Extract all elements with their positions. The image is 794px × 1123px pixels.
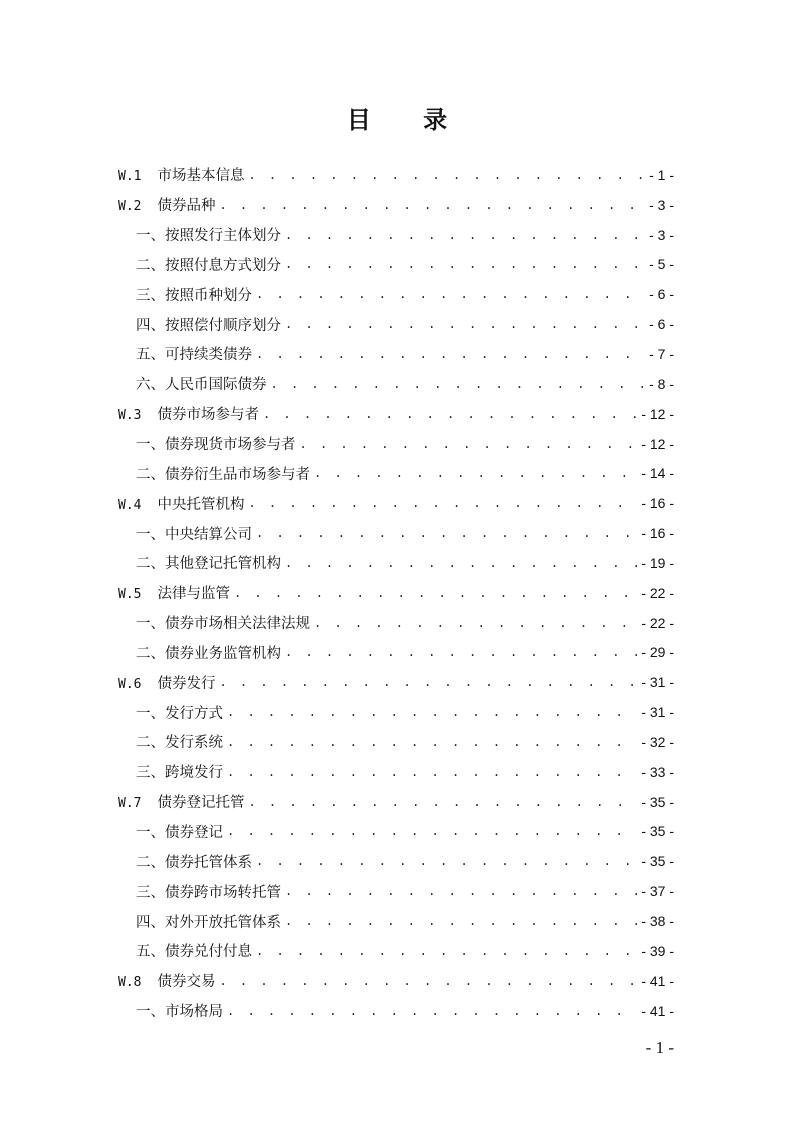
toc-entry-label (118, 672, 215, 693)
toc-entry-text: 四、对外开放托管体系 (136, 914, 281, 931)
toc-entry-label (118, 523, 252, 544)
toc-entry[interactable] (118, 667, 674, 697)
toc-entry[interactable] (118, 906, 674, 936)
toc-leader-dots (248, 795, 637, 809)
toc-leader-dots (234, 586, 637, 600)
toc-entry-label (118, 582, 230, 603)
toc-entry-label (118, 552, 281, 573)
toc-entry-label (118, 702, 223, 723)
toc-entry-text: 一、债券登记 (136, 824, 223, 841)
toc-entry-label (118, 821, 223, 842)
toc-leader-dots (227, 824, 637, 838)
toc-entry-label (118, 761, 223, 782)
toc-entry-label (118, 851, 252, 872)
toc-entry-page: - 35 - (641, 853, 674, 870)
toc-entry-text: 一、市场格局 (136, 1004, 223, 1021)
toc-entry-text: 市场基本信息 (157, 168, 245, 185)
toc-entry[interactable] (118, 458, 674, 488)
toc-leader-dots (300, 437, 638, 451)
toc-entry[interactable] (118, 846, 674, 876)
toc-entry-number: W.8 (118, 975, 142, 991)
toc-entry[interactable] (118, 727, 674, 757)
toc-entry-text: 债券品种 (157, 198, 216, 215)
page-title: 目 录 (346, 105, 470, 134)
toc-entry-page: - 19 - (641, 554, 674, 571)
toc-entry-page: - 41 - (641, 1002, 674, 1019)
toc-entry-label (118, 314, 281, 335)
toc-entry-label (118, 642, 281, 663)
toc-entry[interactable] (118, 160, 674, 190)
toc-entry-label (118, 463, 310, 484)
toc-entry-text: 二、发行系统 (136, 735, 223, 752)
toc-entry-text: 三、债券跨市场转托管 (136, 884, 281, 901)
toc-entry-text: 二、债券托管体系 (136, 854, 252, 871)
toc-entry-label (118, 403, 259, 424)
toc-entry-text: 一、债券现货市场参与者 (136, 437, 296, 454)
toc-entry-text: 五、可持续类债券 (136, 347, 252, 364)
toc-entry-page: - 1 - (649, 166, 674, 183)
toc-entry-text: 一、中央结算公司 (136, 526, 252, 543)
toc-entry-text: 二、债券业务监管机构 (136, 645, 281, 662)
toc-entry[interactable] (118, 309, 674, 339)
toc-entry-text: 三、按照币种划分 (136, 287, 252, 304)
toc-entry-page: - 6 - (649, 286, 674, 303)
toc-entry-label (118, 970, 215, 991)
toc-entry[interactable] (118, 966, 674, 996)
toc-entry[interactable] (118, 488, 674, 518)
toc-entry[interactable] (118, 339, 674, 369)
toc-leader-dots (219, 675, 637, 689)
toc-entry-page: - 35 - (641, 793, 674, 810)
toc-leader-dots (285, 884, 637, 898)
toc-entry[interactable] (118, 369, 674, 399)
toc-entry[interactable] (118, 399, 674, 429)
toc-entry-page: - 31 - (641, 674, 674, 691)
toc-entry-text: 债券市场参与者 (157, 407, 259, 424)
toc-leader-dots (271, 377, 646, 391)
toc-entry-text: 中央托管机构 (157, 496, 245, 513)
toc-entry-label (118, 194, 215, 215)
toc-entry[interactable] (118, 548, 674, 578)
toc-leader-dots (256, 854, 637, 868)
toc-entry-label (118, 731, 223, 752)
toc-leader-dots (285, 317, 645, 331)
toc-entry[interactable] (118, 757, 674, 787)
toc-leader-dots (256, 347, 645, 361)
toc-entry-text: 一、按照发行主体划分 (136, 228, 281, 245)
toc-entry-label (118, 791, 244, 812)
toc-leader-dots (285, 645, 637, 659)
toc-entry-text: 五、债券兑付付息 (136, 944, 252, 961)
toc-entry-page: - 5 - (649, 256, 674, 273)
toc-entry-label (118, 254, 281, 275)
toc-entry-label (118, 164, 244, 185)
toc-entry[interactable] (118, 638, 674, 668)
toc-entry[interactable] (118, 250, 674, 280)
toc-entry-number: W.5 (118, 587, 142, 603)
toc-entry[interactable] (118, 608, 674, 638)
toc-entry-text: 二、按照付息方式划分 (136, 257, 281, 274)
toc-entry-page: - 41 - (641, 972, 674, 989)
toc-entry-label (118, 881, 281, 902)
toc-entry-label (118, 224, 281, 245)
toc-entry-page: - 8 - (649, 375, 674, 392)
toc-entry-page: - 38 - (641, 913, 674, 930)
toc-entry-page: - 7 - (649, 345, 674, 362)
toc-entry-page: - 39 - (641, 942, 674, 959)
toc-leader-dots (285, 257, 645, 271)
toc-entry-page: - 12 - (641, 435, 674, 452)
toc-entry-page: - 31 - (641, 704, 674, 721)
toc-entry-page: - 37 - (641, 883, 674, 900)
toc-entry-label (118, 343, 252, 364)
toc-entry-page: - 16 - (641, 495, 674, 512)
toc-entry-text: 债券登记托管 (157, 795, 245, 812)
toc-entry-number: W.6 (118, 676, 142, 692)
toc-entry-number: W.2 (118, 199, 142, 215)
page-number: - 1 - (645, 1038, 674, 1057)
toc-entry[interactable] (118, 190, 674, 220)
toc-entry[interactable] (118, 220, 674, 250)
toc-entry[interactable] (118, 429, 674, 459)
toc-entry-text: 三、跨境发行 (136, 765, 223, 782)
toc-leader-dots (263, 407, 637, 421)
toc-entry-page: - 6 - (649, 316, 674, 333)
toc-entry[interactable] (118, 817, 674, 847)
toc-entry[interactable] (118, 578, 674, 608)
toc-entry-text: 六、人民币国际债券 (136, 377, 267, 394)
toc-entry[interactable] (118, 787, 674, 817)
toc-entry-label (118, 1000, 223, 1021)
toc-entry[interactable] (118, 876, 674, 906)
toc-entry-page: - 12 - (641, 405, 674, 422)
toc-entry-label (118, 940, 252, 961)
toc-entry-text: 二、债券衍生品市场参与者 (136, 466, 310, 483)
toc-entry-text: 二、其他登记托管机构 (136, 556, 281, 573)
toc-leader-dots (256, 287, 645, 301)
toc-entry[interactable] (118, 936, 674, 966)
toc-entry[interactable] (118, 518, 674, 548)
toc-leader-dots (285, 914, 637, 928)
toc-leader-dots (227, 705, 637, 719)
toc-entry-number: W.3 (118, 408, 142, 424)
toc-entry-page: - 14 - (641, 465, 674, 482)
toc-leader-dots (248, 168, 645, 182)
toc-entry-label (118, 911, 281, 932)
toc-entry[interactable] (118, 279, 674, 309)
toc-leader-dots (314, 466, 637, 480)
toc-leader-dots (219, 974, 637, 988)
toc-leader-dots (227, 1004, 637, 1018)
toc-entry-number: W.7 (118, 796, 142, 812)
toc-entry-label (118, 612, 310, 633)
toc-entry-text: 一、债券市场相关法律法规 (136, 616, 310, 633)
toc-entry-page: - 35 - (641, 823, 674, 840)
toc-leader-dots (227, 735, 637, 749)
toc-leader-dots (285, 228, 645, 242)
toc-entry-page: - 33 - (641, 763, 674, 780)
toc-entry-number: W.1 (118, 169, 142, 185)
toc-entry-label (118, 373, 267, 394)
toc-entry-page: - 16 - (641, 525, 674, 542)
toc-leader-dots (285, 556, 637, 570)
toc-entry-page: - 3 - (649, 196, 674, 213)
toc-entry-text: 债券发行 (157, 675, 216, 692)
toc-entry-page: - 32 - (641, 733, 674, 750)
toc-entry-page: - 29 - (641, 644, 674, 661)
toc-entry-page: - 22 - (641, 614, 674, 631)
toc-entry-text: 一、发行方式 (136, 705, 223, 722)
toc-leader-dots (248, 496, 637, 510)
toc-entry-label (118, 284, 252, 305)
toc-entry-page: - 22 - (641, 584, 674, 601)
toc-entry-text: 债券交易 (157, 974, 216, 991)
toc-leader-dots (256, 944, 637, 958)
toc-leader-dots (227, 765, 637, 779)
table-of-contents (118, 160, 674, 1025)
toc-entry-number: W.4 (118, 497, 142, 513)
toc-leader-dots (314, 616, 637, 630)
toc-entry[interactable] (118, 996, 674, 1026)
toc-entry-text: 法律与监管 (157, 586, 230, 603)
toc-entry-label (118, 433, 296, 454)
toc-leader-dots (219, 198, 645, 212)
toc-entry[interactable] (118, 697, 674, 727)
toc-entry-page: - 3 - (649, 226, 674, 243)
toc-entry-label (118, 493, 244, 514)
toc-leader-dots (256, 526, 637, 540)
toc-entry-text: 四、按照偿付顺序划分 (136, 317, 281, 334)
